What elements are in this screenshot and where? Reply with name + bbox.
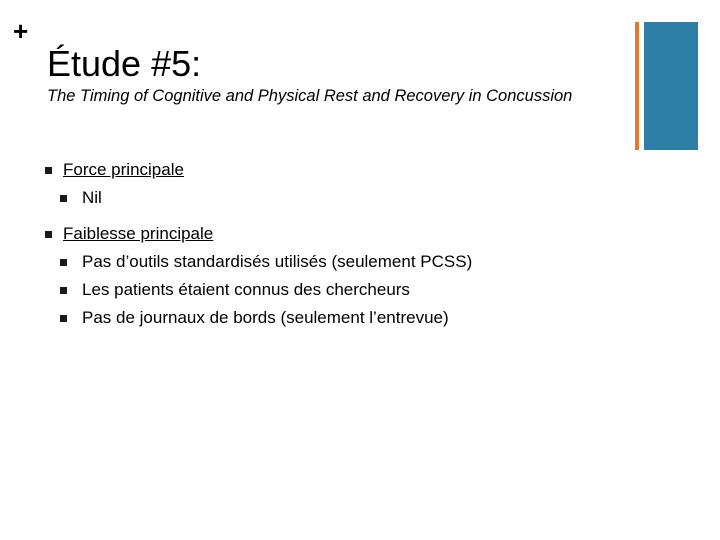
accent-block-blue bbox=[644, 22, 698, 150]
plus-icon: + bbox=[13, 16, 29, 46]
square-bullet-icon bbox=[60, 315, 67, 322]
weakness-item-text: Pas d’outils standardisés utilisés (seulement PCSS) bbox=[82, 252, 473, 271]
slide-body bbox=[45, 160, 645, 336]
slide-subtitle: The Timing of Cognitive and Physical Rest and Recovery in Concussion bbox=[47, 87, 573, 105]
square-bullet-icon bbox=[60, 287, 67, 294]
bullet-weakness-heading bbox=[45, 224, 645, 244]
weakness-item-text: Pas de journaux de bords (seulement l’entrevue) bbox=[82, 308, 449, 327]
bullet-strength-heading bbox=[45, 160, 645, 180]
square-bullet-icon bbox=[60, 259, 67, 266]
accent-bar-orange bbox=[635, 22, 639, 150]
square-bullet-icon bbox=[45, 231, 52, 238]
strength-heading: Force principale bbox=[63, 160, 184, 179]
square-bullet-icon bbox=[45, 167, 52, 174]
bullet-strength-item bbox=[45, 188, 645, 208]
bullet-weakness-item bbox=[45, 252, 645, 272]
square-bullet-icon bbox=[60, 195, 67, 202]
slide-title: Étude #5: bbox=[47, 43, 202, 84]
bullet-weakness-item bbox=[45, 280, 645, 300]
strength-item-text: Nil bbox=[82, 188, 102, 207]
weakness-item-text: Les patients étaient connus des chercheurs bbox=[82, 280, 410, 299]
bullet-weakness-item bbox=[45, 308, 645, 328]
weakness-heading: Faiblesse principale bbox=[63, 224, 214, 243]
